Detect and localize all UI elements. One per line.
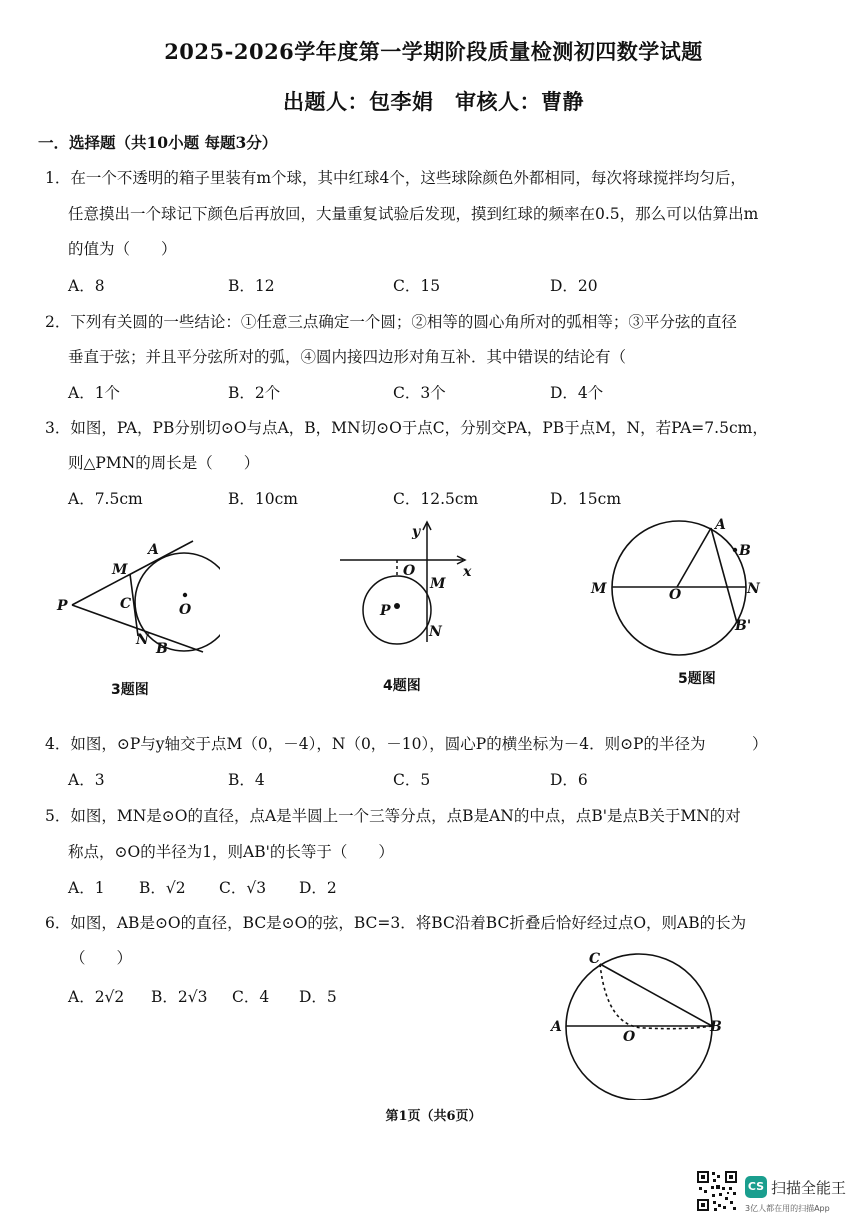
q2-option-d: D．4个	[550, 384, 604, 402]
f5-label-a: A	[715, 517, 726, 533]
q5-option-a: A．1	[68, 879, 105, 897]
f4-label-p: P	[380, 603, 391, 619]
f5-label-n: N	[747, 581, 760, 597]
q6-option-a: A．2√2	[68, 988, 125, 1006]
q5-option-d: D．2	[299, 879, 337, 897]
scanner-brand-name: 扫描全能王	[771, 1179, 847, 1197]
q2-option-b: B．2个	[228, 384, 281, 402]
f5-label-o: O	[669, 587, 682, 603]
f6-label-b: B	[710, 1019, 722, 1035]
q3-line2: 则△PMN的周长是（ ）	[68, 454, 260, 472]
f5-chord-ab	[711, 528, 737, 623]
q1-line1: 1．在一个不透明的箱子里装有m个球，其中红球4个，这些球除颜色外都相同，每次将球搅拌均匀后，	[45, 169, 746, 187]
q5-line2: 称点，⊙O的半径为1，则AB'的长等于（ ）	[68, 843, 394, 861]
q6-option-b: B．2√3	[151, 988, 208, 1006]
f5-point-b	[733, 548, 737, 552]
q3-option-a: A．7.5cm	[68, 490, 143, 508]
q6-option-c: C．4	[232, 988, 270, 1006]
page-footer: 第1页（共6页）	[385, 1109, 482, 1124]
q1-option-c: C．15	[393, 277, 441, 295]
f3-label-m: M	[112, 562, 128, 578]
f6-label-a: A	[551, 1019, 562, 1035]
f3-label-c: C	[120, 596, 132, 612]
f4-label-x: x	[463, 564, 472, 580]
scanner-tagline: 3亿人都在用的扫描App	[745, 1204, 830, 1213]
figure-q6	[545, 948, 735, 1100]
f6-label-c: C	[589, 951, 601, 967]
f6-label-o: O	[623, 1029, 636, 1045]
q6-line2: （ ）	[70, 949, 133, 967]
f3-label-n: N	[136, 632, 149, 648]
f5-radius-oa	[677, 528, 711, 587]
q4-line1: 4．如图，⊙P与y轴交于点M（0，－4），N（0，－10），圆心P的横坐标为－4．则⊙P的半径为 ）	[45, 735, 768, 753]
f4-circle	[363, 576, 431, 644]
q1-option-a: A．8	[68, 277, 105, 295]
q5-option-b: B．√2	[139, 879, 186, 897]
figure-q5-caption: 5题图	[678, 671, 716, 687]
q4-option-b: B．4	[228, 771, 265, 789]
f5-label-b-prime: B'	[735, 618, 752, 634]
qr-code-icon	[696, 1170, 738, 1212]
figure-q4-caption: 4题图	[383, 678, 421, 694]
q1-line3: 的值为（ ）	[68, 240, 177, 258]
q3-line1: 3．如图，PA，PB分别切⊙O与点A，B，MN切⊙O于点C，分别交PA，PB于点M，N，若PA=7.5cm，	[45, 419, 768, 437]
q3-option-d: D．15cm	[550, 490, 622, 508]
f3-label-p: P	[57, 598, 68, 614]
f4-center-dot	[394, 603, 400, 609]
f3-label-o: O	[179, 602, 192, 618]
q2-option-a: A．1个	[68, 384, 121, 402]
f3-label-a: A	[148, 542, 159, 558]
figure-q5	[585, 515, 765, 665]
q3-option-c: C．12.5cm	[393, 490, 479, 508]
q2-line1: 2．下列有关圆的一些结论：①任意三点确定一个圆；②相等的圆心角所对的弧相等；③平分弦的直径	[45, 313, 737, 331]
f5-label-b: B	[739, 543, 751, 559]
f3-center-dot	[183, 593, 187, 597]
q6-option-d: D．5	[299, 988, 337, 1006]
figure-q3	[50, 528, 220, 660]
q1-option-d: D．20	[550, 277, 598, 295]
f4-label-o: O	[403, 563, 416, 579]
q5-line1: 5．如图，MN是⊙O的直径，点A是半圆上一个三等分点，点B是AN的中点，点B'是点B关于MN的对	[45, 807, 741, 825]
page-title: 2025-2026学年度第一学期阶段质量检测初四数学试题	[164, 39, 703, 64]
f4-label-y: y	[412, 524, 421, 540]
section-heading: 一．选择题（共10小题 每题3分）	[38, 133, 278, 152]
q5-option-c: C．√3	[219, 879, 267, 897]
f4-label-m: M	[430, 576, 446, 592]
q4-option-d: D．6	[550, 771, 588, 789]
q2-option-c: C．3个	[393, 384, 446, 402]
figure-q4	[335, 518, 485, 653]
q1-line2: 任意摸出一个球记下颜色后再放回，大量重复试验后发现，摸到红球的频率在0.5，那么可以估算出m	[68, 205, 759, 223]
f5-label-m: M	[591, 581, 607, 597]
q4-option-a: A．3	[68, 771, 105, 789]
figure-q3-caption: 3题图	[111, 682, 149, 698]
f6-chord-bc	[600, 964, 712, 1026]
f3-label-b: B	[156, 641, 168, 657]
scanner-logo-icon: CS	[745, 1176, 767, 1198]
authors-line: 出题人：包李娟 审核人：曹静	[283, 89, 584, 114]
q4-option-c: C．5	[393, 771, 431, 789]
q2-line2: 垂直于弦；并且平分弦所对的弧，④圆内接四边形对角互补．其中错误的结论有（	[68, 348, 627, 366]
f4-label-n: N	[429, 624, 442, 640]
q1-option-b: B．12	[228, 277, 275, 295]
q3-option-b: B．10cm	[228, 490, 298, 508]
q6-line1: 6．如图，AB是⊙O的直径，BC是⊙O的弦，BC=3．将BC沿着BC折叠后恰好经过点O，则AB的长为	[45, 914, 747, 932]
